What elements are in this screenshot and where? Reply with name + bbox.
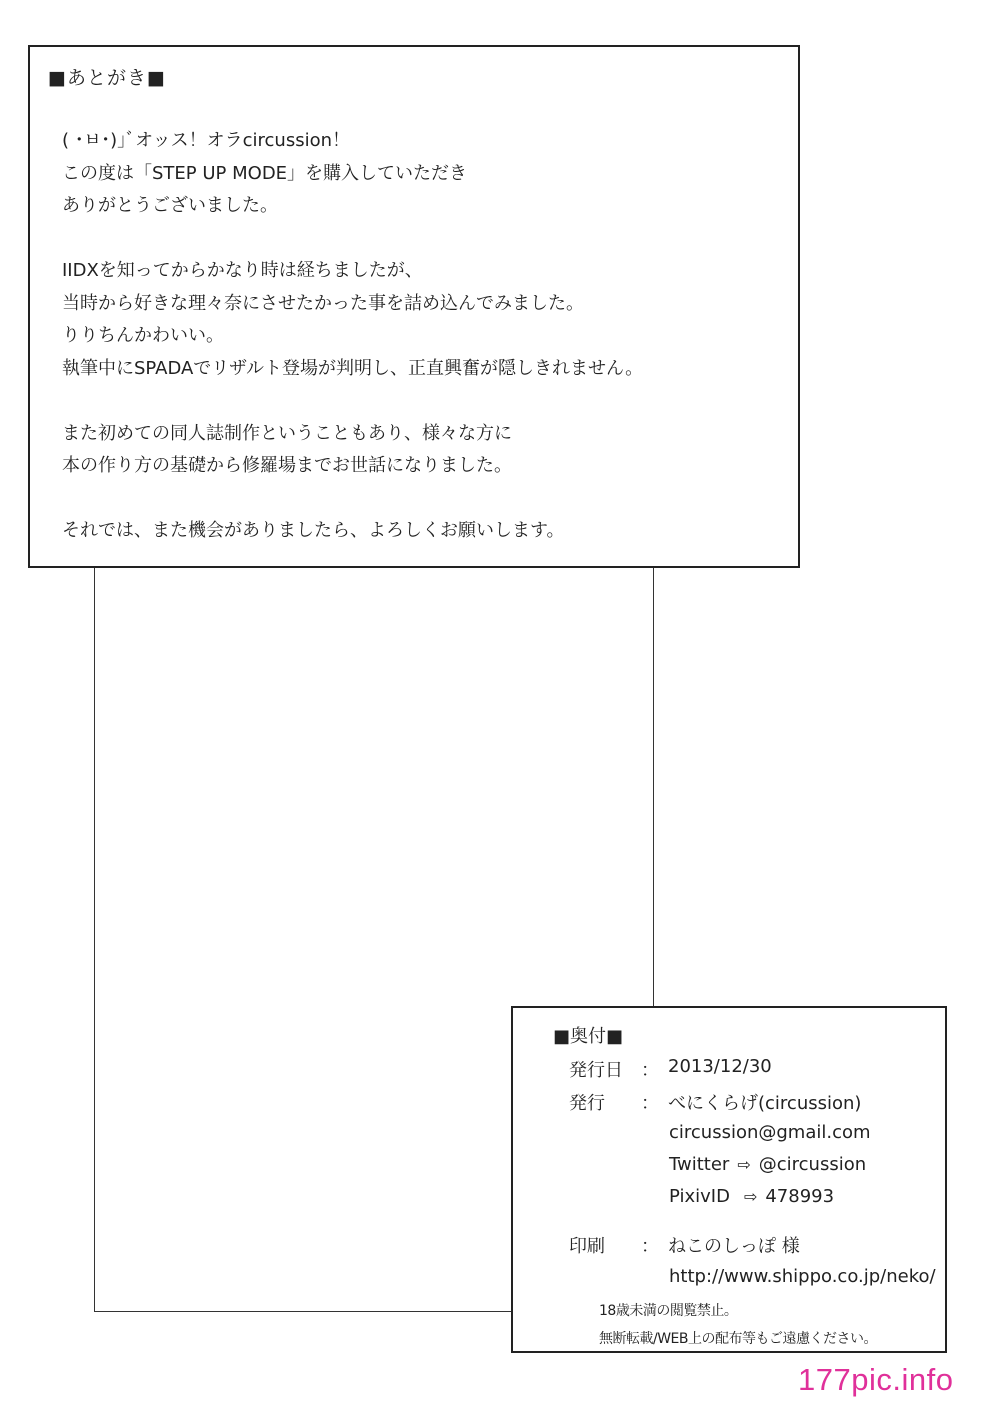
afterword-line: この度は「STEP UP MODE」を購入していただき xyxy=(62,162,468,184)
afterword-line: 本の作り方の基礎から修羅場までお世話になりました。 xyxy=(62,455,512,476)
print-label: 印刷 xyxy=(569,1236,605,1257)
afterword-title: ■あとがき■ xyxy=(48,67,166,89)
afterword-body xyxy=(62,125,782,548)
arrow-right-icon: ⇨ xyxy=(737,1155,751,1174)
afterword-box xyxy=(28,45,800,568)
email-text: circussion@gmail.com xyxy=(669,1122,871,1143)
afterword-line-blank xyxy=(62,385,782,418)
colophon-box xyxy=(511,1006,947,1353)
twitter-entry xyxy=(669,1154,866,1175)
pixiv-entry xyxy=(669,1186,834,1207)
arrow-right-icon: ⇨ xyxy=(743,1187,758,1206)
site-watermark: 177pic.info xyxy=(798,1362,954,1397)
colophon-title: ■奥付■ xyxy=(553,1026,624,1047)
afterword-line: ありがとうございました。 xyxy=(62,195,278,216)
publisher-value: べにくらげ(circussion) xyxy=(668,1093,862,1114)
afterword-line: IIDXを知ってからかなり時は経ちましたが、 xyxy=(62,260,423,281)
afterword-line: りりちんかわいい。 xyxy=(62,325,224,346)
date-value: 2013/12/30 xyxy=(668,1056,772,1077)
date-label: 発行日 xyxy=(569,1060,623,1081)
twitter-value: @circussion xyxy=(758,1154,867,1175)
pixiv-label: PixivID xyxy=(669,1186,730,1207)
afterword-line: ( ･ㅂ･)｣ﾞオッス！オラcircussion！ xyxy=(62,130,350,151)
age-notice: 18歳未満の閲覧禁止。 xyxy=(599,1303,738,1319)
redistribution-notice: 無断転載/WEB上の配布等もご遠慮ください。 xyxy=(599,1331,878,1347)
publisher-label: 発行 xyxy=(569,1093,605,1114)
afterword-line: それでは、また機会がありましたら、よろしくお願いします。 xyxy=(62,520,565,541)
afterword-line: また初めての同人誌制作ということもあり、様々な方に xyxy=(62,422,512,444)
pixiv-value: 478993 xyxy=(765,1186,835,1207)
print-value: ねこのしっぽ 様 xyxy=(668,1236,800,1257)
twitter-label: Twitter xyxy=(669,1154,730,1175)
colon: ： xyxy=(641,1236,659,1257)
afterword-line: 執筆中にSPADAでリザルト登場が判明し、正直興奮が隠しきれません。 xyxy=(62,357,644,379)
print-url: http://www.shippo.co.jp/neko/ xyxy=(669,1266,936,1287)
colon: ： xyxy=(641,1060,659,1081)
afterword-line-blank xyxy=(62,223,782,256)
afterword-line: 当時から好きな理々奈にさせたかった事を詰め込んでみました。 xyxy=(62,292,584,314)
colon: ： xyxy=(641,1093,659,1114)
afterword-line-blank xyxy=(62,483,782,516)
